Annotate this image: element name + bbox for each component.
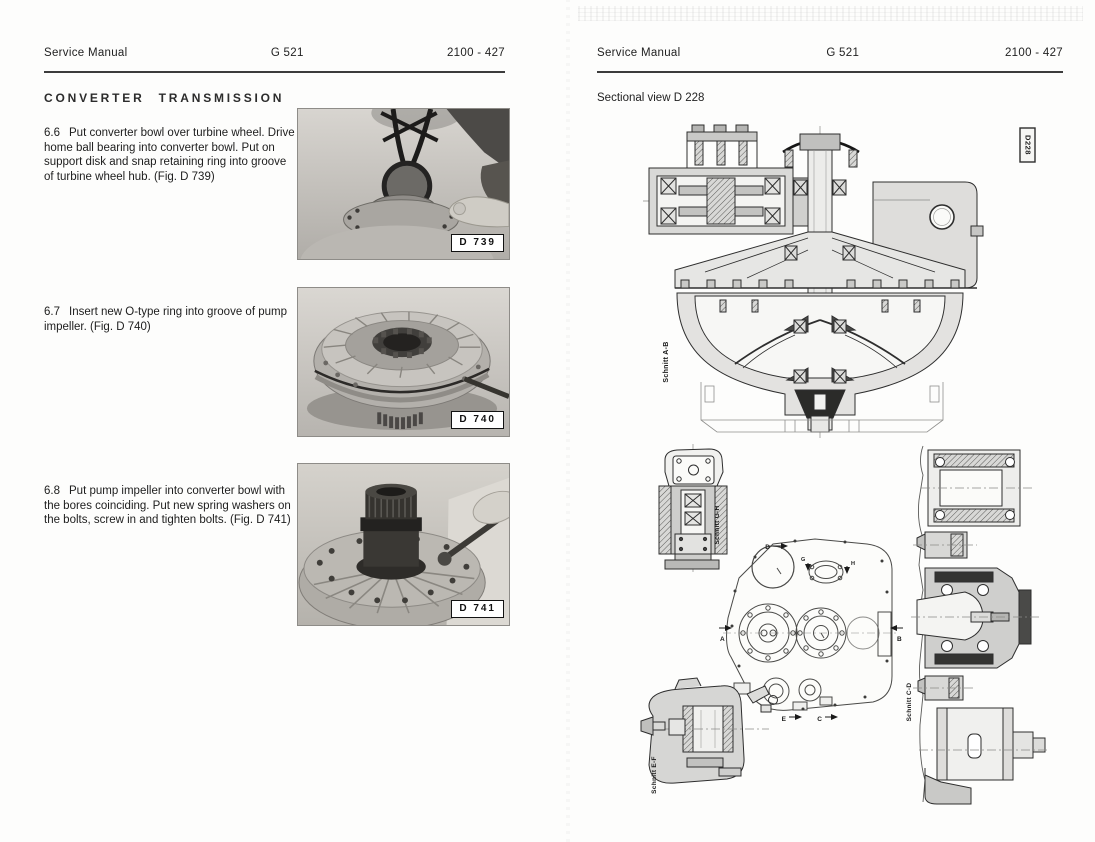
header-rule xyxy=(597,71,1063,73)
housing-face-view xyxy=(719,539,903,723)
section-ef-drawing xyxy=(641,678,778,794)
header-page-code: 2100 - 427 xyxy=(1004,47,1063,59)
header-model-number: G 521 xyxy=(826,47,860,59)
right-page xyxy=(560,0,1095,842)
section-cd-drawing xyxy=(906,446,1049,804)
thumb xyxy=(454,203,466,215)
step-number: 6.8 xyxy=(44,485,60,497)
schnitt-gh-label: Schnitt G-H xyxy=(714,505,721,545)
section-ab-drawing xyxy=(643,125,983,438)
figure-label: D 740 xyxy=(451,411,504,429)
header-model-number: G 521 xyxy=(270,47,304,59)
header-rule xyxy=(44,71,505,73)
section-gh-drawing xyxy=(659,444,727,572)
header-page-code: 2100 - 427 xyxy=(446,47,505,59)
drawing-number-tag xyxy=(1020,128,1035,162)
arrow-letter-e: E xyxy=(781,716,786,723)
arrow-letter-g: G xyxy=(801,557,806,563)
sectional-drawing-d228 xyxy=(635,120,1075,820)
page-seam xyxy=(566,0,570,842)
header-manual-title: Service Manual xyxy=(44,47,128,59)
step-text: Put converter bowl over turbine wheel. Drive home ball bearing into converter bowl. Put on support disk and snap retaining ring into groove of turbine wheel hub. (Fig. D 739) xyxy=(44,127,295,183)
step-number: 6.7 xyxy=(44,306,60,318)
step-paragraph xyxy=(44,484,298,528)
arrow-letter-a: A xyxy=(720,636,725,643)
figure-label: D 739 xyxy=(451,234,504,252)
arrow-letter-d: D xyxy=(765,544,770,551)
figure-photo-d741 xyxy=(297,463,510,626)
figure-photo-d739 xyxy=(297,108,510,260)
figure-label: D 741 xyxy=(451,600,504,618)
splined-hub xyxy=(356,484,425,580)
drawing-number-text: D228 xyxy=(1023,135,1033,155)
step-text: Insert new O-type ring into groove of pump impeller. (Fig. D 740) xyxy=(44,306,287,333)
schnitt-ab-label: Schnitt A-B xyxy=(663,341,670,383)
section-title: CONVERTER TRANSMISSION xyxy=(44,91,285,105)
step-paragraph xyxy=(44,126,298,184)
arrow-letter-h: H xyxy=(851,561,855,567)
scan-noise xyxy=(578,6,1083,21)
header-manual-title: Service Manual xyxy=(597,47,681,59)
step-paragraph xyxy=(44,305,298,334)
step-number: 6.6 xyxy=(44,127,60,139)
right-page-header xyxy=(597,47,1063,59)
sectional-drawing-svg xyxy=(635,120,1075,820)
schnitt-ef-label: Schnitt E-F xyxy=(651,756,658,794)
arrow-letter-c: C xyxy=(817,716,822,723)
figure-photo-d740 xyxy=(297,287,510,437)
left-page-header xyxy=(44,47,505,59)
schnitt-cd-label: Schnitt C-D xyxy=(906,682,913,722)
sectional-view-title: Sectional view D 228 xyxy=(597,92,705,104)
arrow-letter-b: B xyxy=(897,636,902,643)
right-flange xyxy=(796,608,846,658)
step-text: Put pump impeller into converter bowl with the bores coinciding. Put new spring washers on the bolts, screw in and tighten bolts. (Fig. D 741) xyxy=(44,485,291,527)
